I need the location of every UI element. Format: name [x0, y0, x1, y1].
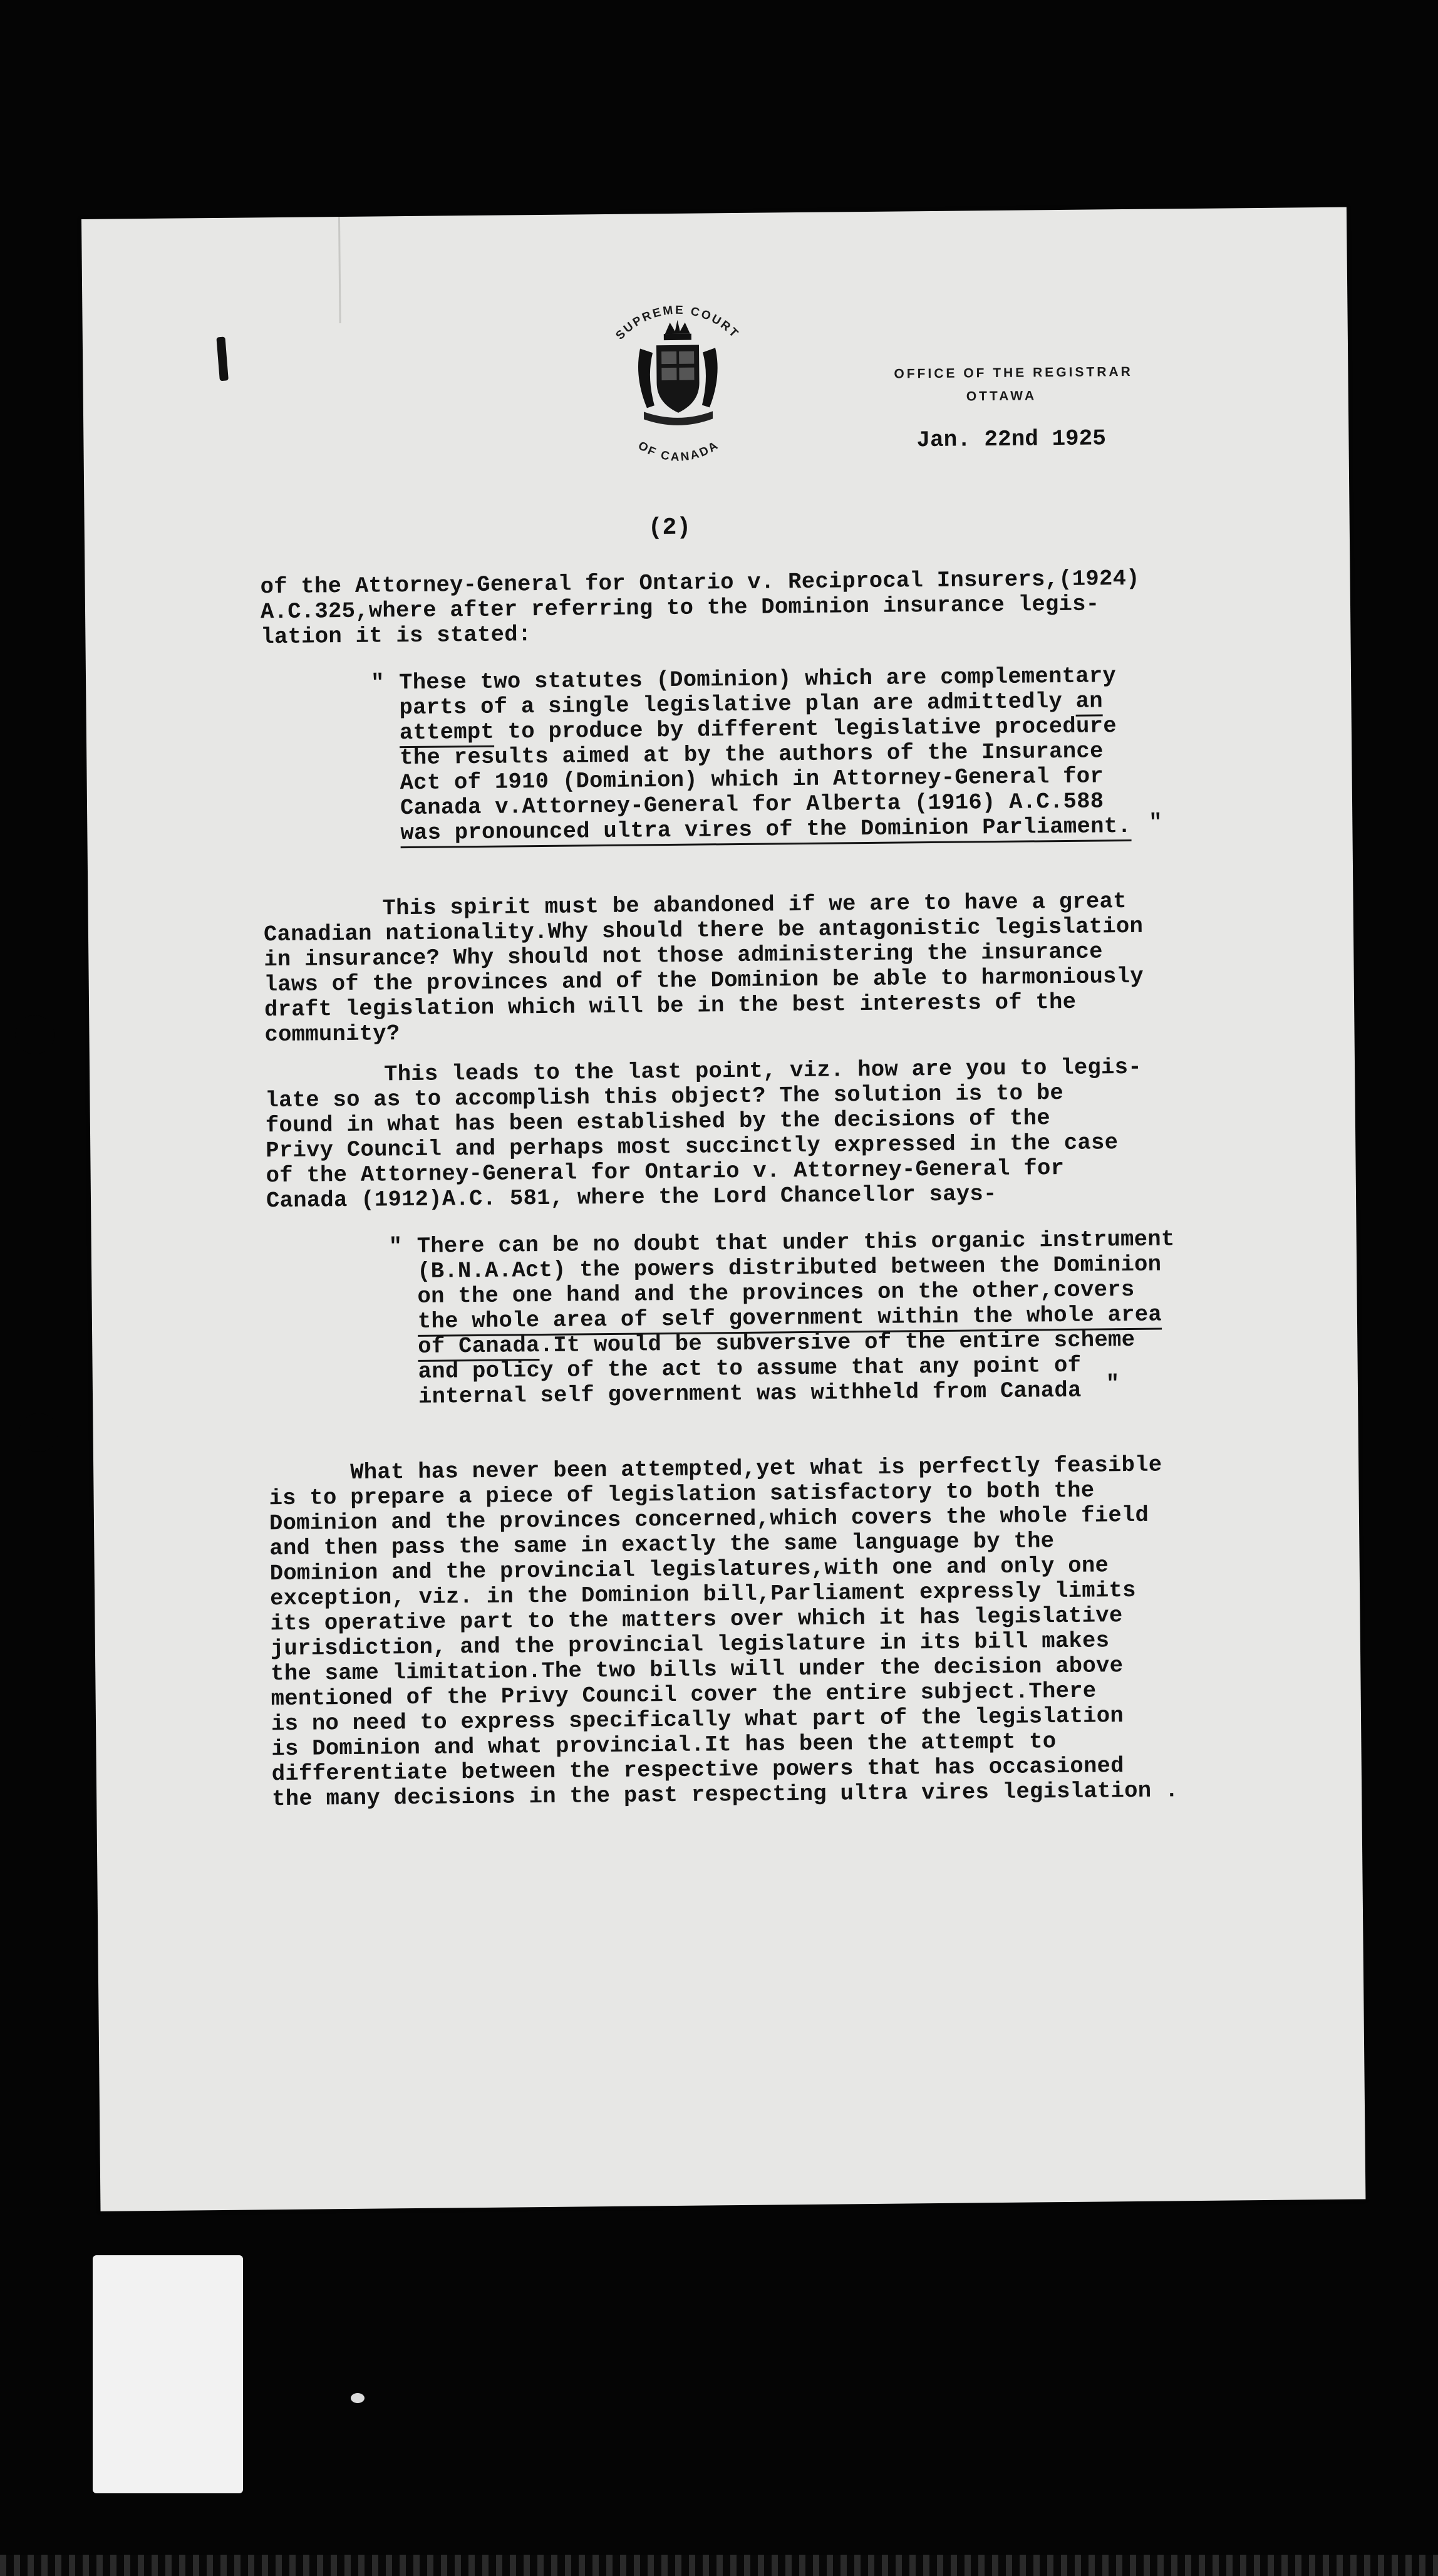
paragraph-line: This leads to the last point, viz. how are you to legis-: [383, 1054, 1142, 1088]
quote-line: attempt to produce by different legislative procedure: [400, 714, 1117, 745]
quote-open-mark: ": [388, 1233, 403, 1260]
margin-mark: [216, 336, 229, 381]
paragraph-line: is to prepare a piece of legislation satisfactory to both the: [269, 1477, 1095, 1512]
punch-hole: [15, 1015, 54, 1054]
paragraph-line: jurisdiction, and the provincial legislature in its bill makes: [270, 1628, 1110, 1662]
paragraph-line: Canadian nationality.Why should there be antagonistic legislation: [263, 913, 1144, 948]
paragraph-line: the same limitation.The two bills will under the decision above: [271, 1653, 1124, 1687]
punch-hole: [19, 1413, 58, 1452]
paragraph-line: found in what has been established by the decisions of the: [265, 1105, 1051, 1139]
quote-close-mark: ": [1149, 809, 1163, 836]
quote-line: Act of 1910 (Dominion) which in Attorney-General for: [400, 763, 1104, 796]
paragraph-line: community?: [264, 1021, 400, 1048]
paragraph-line: the many decisions in the past respecting ultra vires legislation .: [272, 1777, 1179, 1812]
quote-line: internal self government was withheld from Canada: [418, 1377, 1082, 1410]
letter-page: [81, 207, 1365, 2211]
quote-line: Canada v.Attorney-General for Alberta (1916) A.C.588: [400, 788, 1104, 821]
quote-line: parts of a single legislative plan are admittedly an: [399, 688, 1104, 721]
paragraph-line: Canada (1912)A.C. 581, where the Lord Chancellor says-: [266, 1181, 997, 1214]
quote-line: (B.N.A.Act) the powers distributed between the Dominion: [416, 1251, 1162, 1284]
quote-line: the results aimed at by the authors of the Insurance: [400, 738, 1104, 771]
registrar-city: OTTAWA: [966, 388, 1037, 404]
paragraph-line: draft legislation which will be in the best interests of the: [264, 989, 1077, 1023]
quote-line: on the one hand and the provinces on the other,covers: [417, 1276, 1135, 1309]
paragraph-line: its operative part to the matters over which it has legislative: [270, 1602, 1123, 1637]
paragraph-line: in insurance? Why should not those administering the insurance: [264, 938, 1103, 973]
quote-line: These two statutes (Dominion) which are complementary: [398, 663, 1117, 696]
seal-bottom-text: OF CANADA: [635, 438, 722, 464]
paragraph-line: mentioned of the Privy Council cover the entire subject.There: [271, 1678, 1097, 1712]
quote-open-mark: ": [370, 670, 385, 696]
paragraph-line: Dominion and the provincial legislatures,with one and only one: [269, 1552, 1109, 1587]
court-seal: [558, 294, 798, 472]
quote-close-mark: ": [1105, 1371, 1120, 1397]
paragraph-line: exception, viz. in the Dominion bill,Parliament expressly limits: [269, 1577, 1136, 1612]
svg-text:OF CANADA: [636, 439, 722, 465]
paragraph-line: What has never been attempted,yet what is perfectly feasible: [350, 1452, 1162, 1485]
quote-line: the whole area of self government within the whole area: [418, 1302, 1162, 1337]
letter-date: Jan. 22nd 1925: [916, 425, 1107, 454]
paragraph-line: Dominion and the provinces concerned,which covers the whole field: [269, 1502, 1149, 1537]
film-label-slip: [93, 2255, 243, 2493]
quote-line: and policy of the act to assume that any point of: [418, 1352, 1082, 1384]
quote-line: There can be no doubt that under this organic instrument: [416, 1226, 1175, 1259]
paragraph-line: late so as to accomplish this object? The solution is to be: [265, 1080, 1064, 1114]
paragraph-line: and then pass the same in exactly the same language by the: [269, 1528, 1055, 1562]
paragraph-line: Privy Council and perhaps most succinctly expressed in the case: [266, 1130, 1119, 1164]
paragraph-line: This spirit must be abandoned if we are to have a great: [382, 888, 1127, 922]
seal-top-text: SUPREME COURT: [613, 303, 742, 343]
paragraph-line: is no need to express specifically what part of the legislation: [271, 1703, 1124, 1737]
film-speck: [351, 2393, 365, 2403]
page-number: (2): [648, 514, 691, 542]
paragraph-line: differentiate between the respective powers that has occasioned: [271, 1753, 1125, 1787]
paragraph-line: of the Attorney-General for Ontario v. Reciprocal Insurers,(1924): [260, 565, 1141, 600]
film-edge: [0, 2555, 1438, 2576]
quote-line: was pronounced ultra vires of the Dominion Parliament.: [400, 814, 1131, 848]
paragraph-line: lation it is stated:: [261, 621, 532, 650]
coat-of-arms-icon: [558, 294, 798, 472]
paragraph-line: is Dominion and what provincial.It has been the attempt to: [271, 1728, 1057, 1762]
paragraph-line: of the Attorney-General for Ontario v. Attorney-General for: [266, 1155, 1065, 1189]
paragraph-line: laws of the provinces and of the Dominion be able to harmoniously: [264, 963, 1144, 998]
quote-line: of Canada.It would be subversive of the entire scheme: [418, 1327, 1135, 1359]
paragraph-line: A.C.325,where after referring to the Dominion insurance legis-: [260, 591, 1100, 625]
page-fold: [338, 217, 341, 323]
registrar-office: OFFICE OF THE REGISTRAR: [894, 364, 1133, 382]
